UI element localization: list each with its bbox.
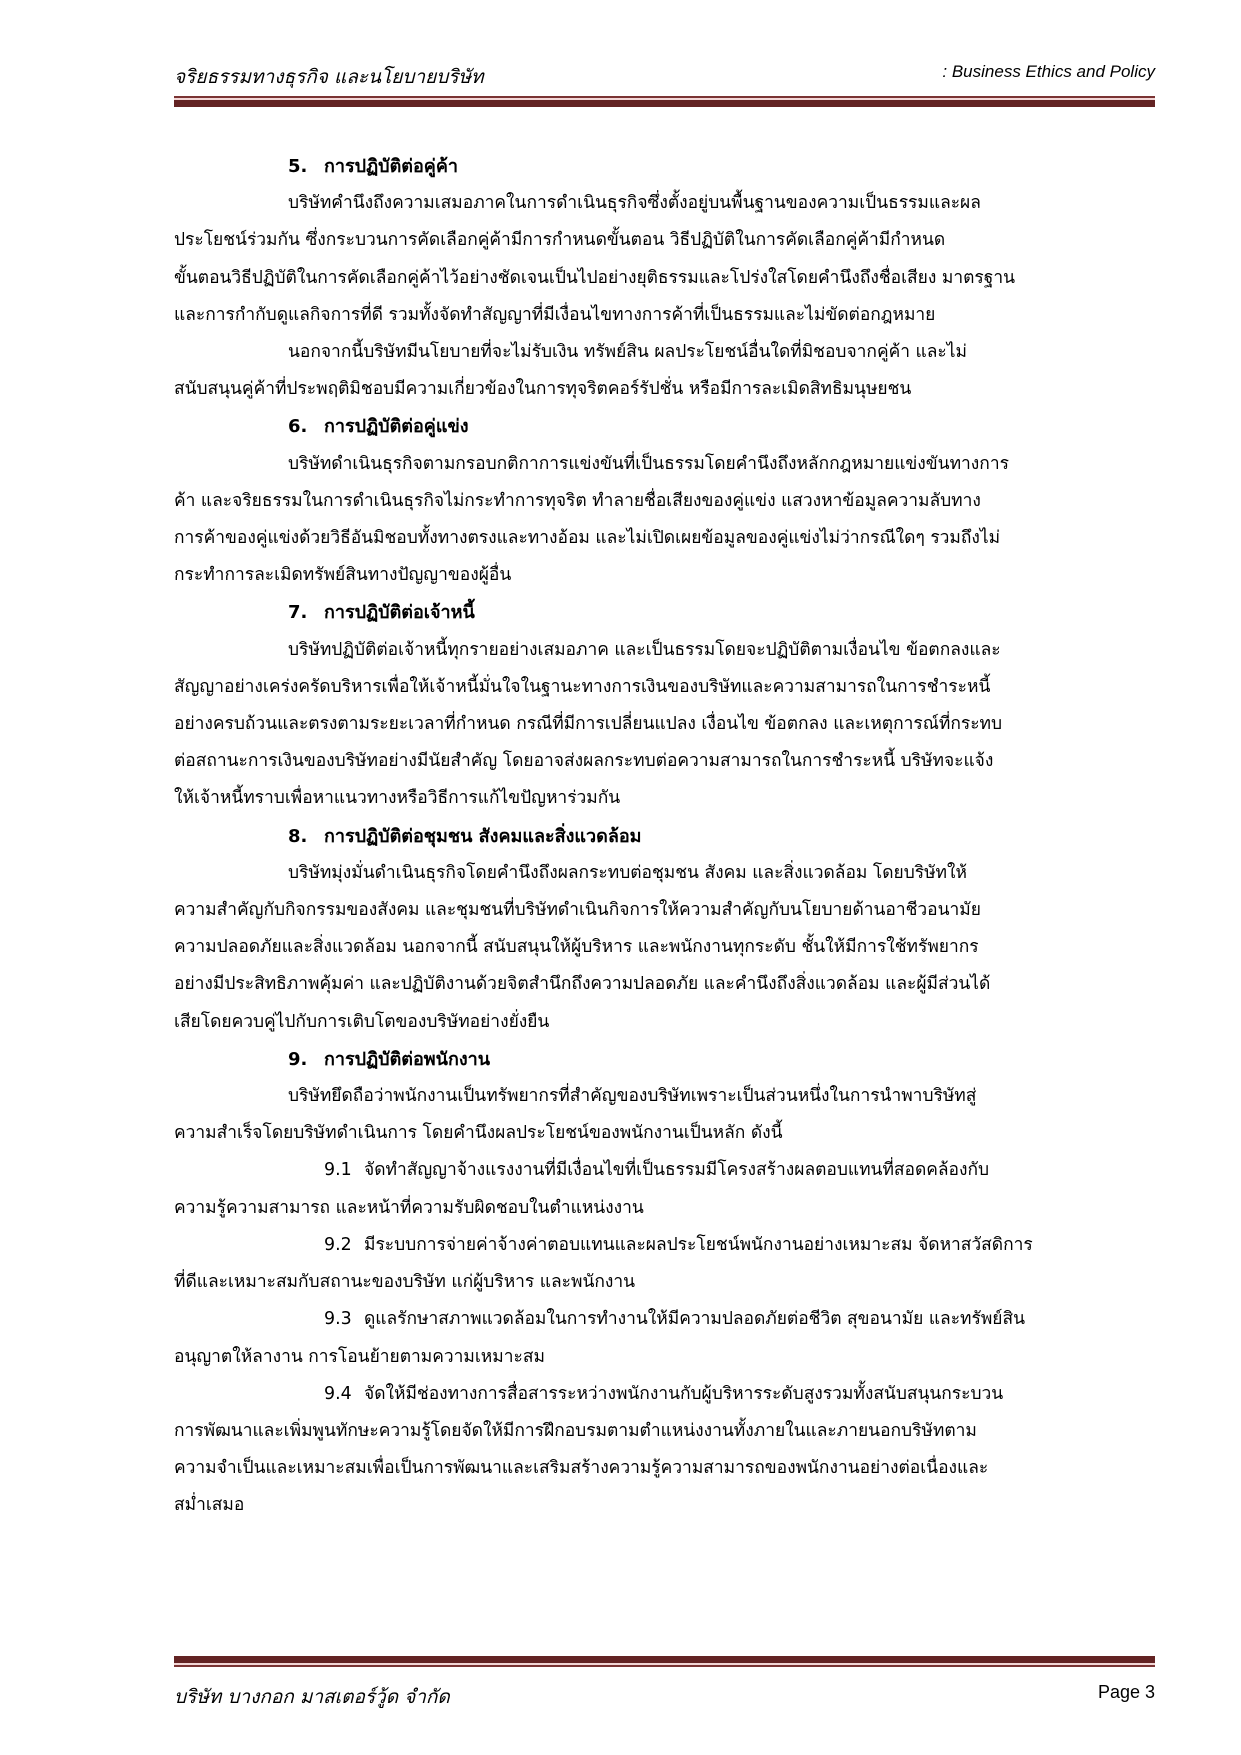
text-line: ความจำเป็นและเหมาะสมเพื่อเป็นการพัฒนาและเสริมสร้างความรู้ความสามารถของพนักงานอย่างต่อเนื่องและ (174, 1458, 989, 1479)
text-line: ให้เจ้าหนี้ทราบเพื่อหาแนวทางหรือวิธีการแก้ไขปัญหาร่วมกัน (174, 788, 621, 809)
subitem-9-1 (174, 1152, 1155, 1226)
section-number: 7. (288, 602, 308, 624)
section-number: 8. (288, 825, 308, 847)
text-line: สม่ำเสมอ (174, 1495, 245, 1516)
text-line: บริษัทปฏิบัติต่อเจ้าหนี้ทุกรายอย่างเสมอภาค และเป็นธรรมโดยจะปฏิบัติตามเงื่อนไข ข้อตกลงและ (288, 639, 1001, 660)
text-line: ที่ดีและเหมาะสมกับสถานะของบริษัท แก่ผู้บริหาร และพนักงาน (174, 1272, 636, 1293)
section-6-paragraph-1 (174, 446, 1155, 595)
section-5-paragraph-2 (174, 334, 1155, 408)
section-heading-5 (174, 148, 1155, 185)
document-body (174, 148, 1155, 1525)
section-number: 6. (288, 416, 308, 438)
subitem-number: 9.4 (324, 1383, 352, 1404)
text-line: จัดทำสัญญาจ้างแรงงานที่มีเงื่อนไขที่เป็นธรรมมีโครงสร้างผลตอบแทนที่สอดคล้องกับ (364, 1160, 990, 1181)
section-heading-6 (174, 408, 1155, 445)
text-line: ความรู้ความสามารถ และหน้าที่ความรับผิดชอบในตำแหน่งงาน (174, 1197, 644, 1218)
subitem-number: 9.1 (324, 1160, 352, 1181)
section-heading-8 (174, 818, 1155, 855)
text-line: และการกำกับดูแลกิจการที่ดี รวมทั้งจัดทำสัญญาที่มีเงื่อนไขทางการค้าที่เป็นธรรมและไม่ขัดต่อกฎหมาย (174, 304, 936, 325)
text-line: มีระบบการจ่ายค่าจ้างค่าตอบแทนและผลประโยชน์พนักงานอย่างเหมาะสม จัดหาสวัสดิการ (364, 1234, 1033, 1255)
section-8-paragraph-1 (174, 855, 1155, 1041)
text-line: ต่อสถานะการเงินของบริษัทอย่างมีนัยสำคัญ โดยอาจส่งผลกระทบต่อความสามารถในการชำระหนี้ บริษัทจะแจ้ง (174, 751, 994, 772)
header-title-english: : Business Ethics and Policy (942, 62, 1155, 81)
text-line: ความสำเร็จโดยบริษัทดำเนินการ โดยคำนึงผลประโยชน์ของพนักงานเป็นหลัก ดังนี้ (174, 1123, 783, 1144)
page-number: Page 3 (1097, 1682, 1155, 1702)
text-line: เสียโดยควบคู่ไปกับการเติบโตของบริษัทอย่างยั่งยืน (174, 1011, 550, 1032)
section-title: การปฏิบัติต่อคู่แข่ง (324, 416, 469, 438)
section-title: การปฏิบัติต่อชุมชน สังคมและสิ่งแวดล้อม (324, 825, 642, 847)
text-line: บริษัทคำนึงถึงความเสมอภาคในการดำเนินธุรกิจซึ่งตั้งอยู่บนพื้นฐานของความเป็นธรรมและผล (288, 193, 981, 214)
text-line: จัดให้มีช่องทางการสื่อสารระหว่างพนักงานกับผู้บริหารระดับสูงรวมทั้งสนับสนุนกระบวน (364, 1383, 1004, 1404)
section-title: การปฏิบัติต่อคู่ค้า (324, 156, 458, 177)
text-line: ความปลอดภัยและสิ่งแวดล้อม นอกจากนี้ สนับสนุนให้ผู้บริหาร และพนักงานทุกระดับ ชั้นให้มีการใช้ทรัพยากร (174, 937, 979, 958)
text-line: การพัฒนาและเพิ่มพูนทักษะความรู้โดยจัดให้มีการฝึกอบรมตามตำแหน่งงานทั้งภายในและภายนอกบริษัทตาม (174, 1420, 977, 1441)
subitem-number: 9.2 (324, 1234, 352, 1255)
text-line: ดูแลรักษาสภาพแวดล้อมในการทำงานให้มีความปลอดภัยต่อชีวิต สุขอนามัย และทรัพย์สิน (364, 1309, 1025, 1330)
text-line: สนับสนุนคู่ค้าที่ประพฤติมิชอบมีความเกี่ยวข้องในการทุจริตคอร์รัปชั่น หรือมีการละเมิดสิทธิมนุษยชน (174, 379, 912, 400)
text-line: การค้าของคู่แข่งด้วยวิธีอันมิชอบทั้งทางตรงและทางอ้อม และไม่เปิดเผยข้อมูลของคู่แข่งไม่ว่ากรณีใดๆ รวมถึงไม่ (174, 528, 1001, 549)
text-line: บริษัทดำเนินธุรกิจตามกรอบกติกาการแข่งขันที่เป็นธรรมโดยคำนึงถึงหลักกฎหมายแข่งขันทางการ (288, 453, 1009, 474)
text-line: อย่างครบถ้วนและตรงตามระยะเวลาที่กำหนด กรณีที่มีการเปลี่ยนแปลง เงื่อนไข ข้อตกลง และเหตุการณ์ที่กระทบ (174, 714, 1003, 735)
section-heading-9 (174, 1041, 1155, 1078)
text-line: อย่างมีประสิทธิภาพคุ้มค่า และปฏิบัติงานด้วยจิตสำนึกถึงความปลอดภัย และคำนึงถึงสิ่งแวดล้อม และผู้มีส่วนได้ (174, 974, 991, 995)
section-7-paragraph-1 (174, 632, 1155, 818)
header-divider (174, 96, 1155, 107)
text-line: ความสำคัญกับกิจกรรมของสังคม และชุมชนที่บริษัทดำเนินกิจการให้ความสำคัญกับนโยบายด้านอาชีวอนามัย (174, 900, 981, 921)
text-line: ค้า และจริยธรรมในการดำเนินธุรกิจไม่กระทำการทุจริต ทำลายชื่อเสียงของคู่แข่ง แสวงหาข้อมูลความลับทาง (174, 490, 981, 511)
text-line: ขั้นตอนวิธีปฏิบัติในการคัดเลือกคู่ค้าไว้อย่างชัดเจนเป็นไปอย่างยุติธรรมและโปร่งใสโดยคำนึงถึงชื่อเสียง มาตรฐาน (174, 267, 1015, 288)
section-number: 5. (288, 156, 308, 177)
text-line: สัญญาอย่างเคร่งครัดบริหารเพื่อให้เจ้าหนี้มั่นใจในฐานะทางการเงินของบริษัทและความสามารถในการชำระหนี้ (174, 676, 991, 697)
text-line: บริษัทยึดถือว่าพนักงานเป็นทรัพยากรที่สำคัญของบริษัทเพราะเป็นส่วนหนึ่งในการนำพาบริษัทสู่ (288, 1086, 977, 1107)
text-line: บริษัทมุ่งมั่นดำเนินธุรกิจโดยคำนึงถึงผลกระทบต่อชุมชน สังคม และสิ่งแวดล้อม โดยบริษัทให้ (288, 862, 967, 883)
section-number: 9. (288, 1048, 308, 1070)
subitem-9-4 (174, 1376, 1155, 1525)
section-9-paragraph-1 (174, 1078, 1155, 1152)
section-heading-7 (174, 594, 1155, 631)
section-title: การปฏิบัติต่อเจ้าหนี้ (324, 602, 475, 624)
text-line: อนุญาตให้ลางาน การโอนย้ายตามความเหมาะสม (174, 1346, 545, 1367)
subitem-number: 9.3 (324, 1309, 352, 1330)
footer-divider (174, 1656, 1155, 1667)
text-line: ประโยชน์ร่วมกัน ซึ่งกระบวนการคัดเลือกคู่ค้ามีการกำหนดขั้นตอน วิธีปฏิบัติในการคัดเลือกคู่ค้ามีกำหนด (174, 230, 946, 251)
header-title-thai: จริยธรรมทางธุรกิจ และนโยบายบริษัท (174, 66, 484, 88)
footer-company-name: บริษัท บางกอก มาสเตอร์วู้ด จำกัด (174, 1686, 450, 1708)
text-line: นอกจากนี้บริษัทมีนโยบายที่จะไม่รับเงิน ทรัพย์สิน ผลประโยชน์อื่นใดที่มิชอบจากคู่ค้า และไม่ (288, 342, 967, 363)
subitem-9-3 (174, 1301, 1155, 1375)
subitem-9-2 (174, 1227, 1155, 1301)
text-line: กระทำการละเมิดทรัพย์สินทางปัญญาของผู้อื่น (174, 565, 512, 586)
section-title: การปฏิบัติต่อพนักงาน (324, 1048, 491, 1070)
section-5-paragraph-1 (174, 185, 1155, 334)
